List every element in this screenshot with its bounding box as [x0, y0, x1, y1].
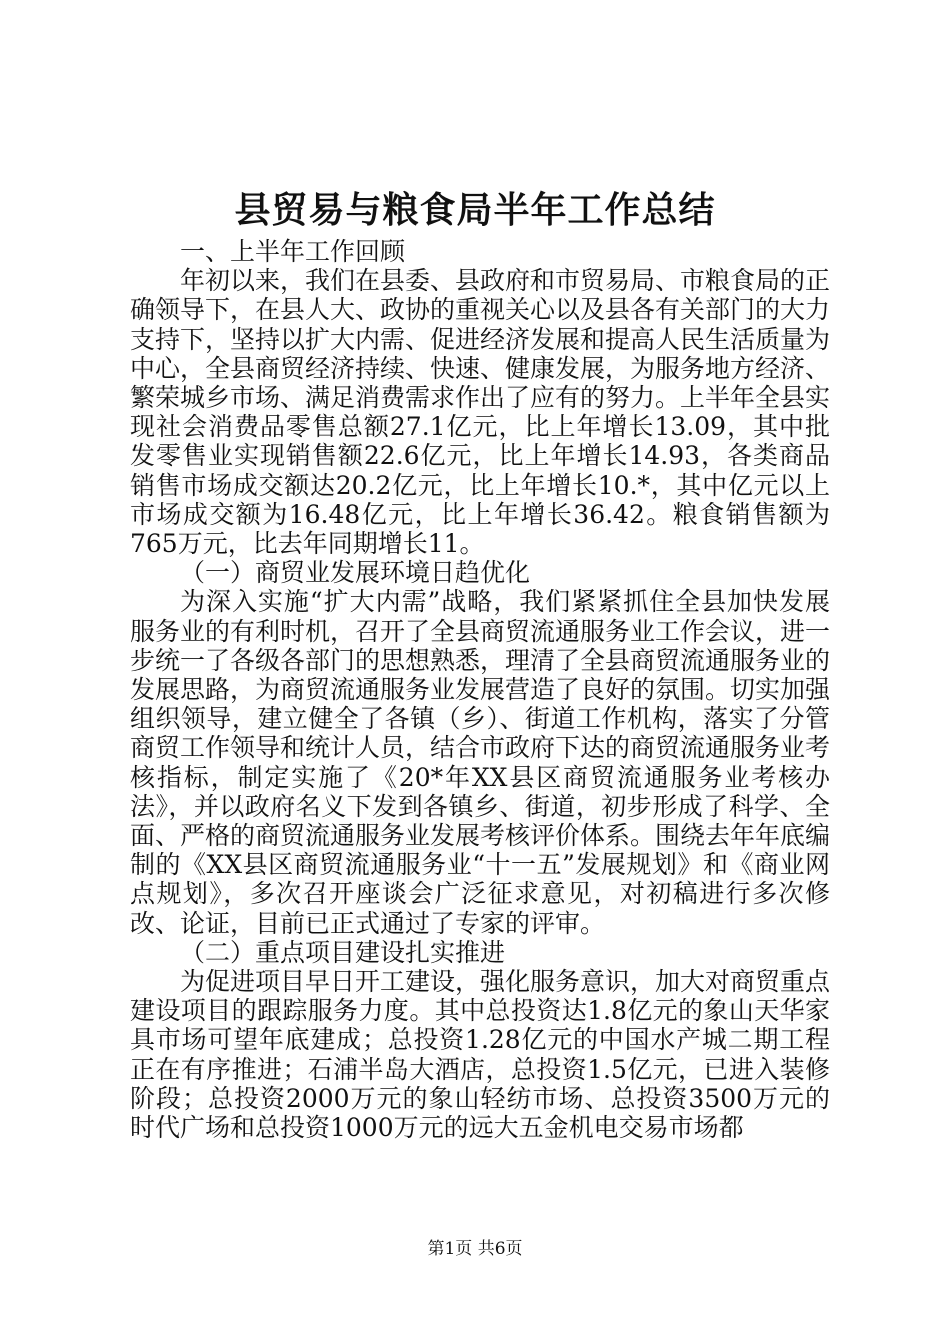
page-number: 第1页 共6页 — [427, 1239, 523, 1259]
subsection-heading: （二）重点项目建设扎实推进 — [180, 937, 506, 967]
paragraph: 年初以来，我们在县委、县政府和市贸易局、市粮食局的正确领导下，在县人大、政协的重视关心以及县各有关部门的大力支持下，坚持以扩大内需、促进经济发展和提高人民生活质量为中心，全县商贸经济持续、快速、健康发展，为服务地方经济、繁荣城乡市场、满足消费需求作出了应有的努力。上半年全县实现社会消费品零售总额27.1亿元，比上年增长13.09，其中批发零售业实现销售额22.6亿元，比上年增长14.93，各类商品销售市场成交额达20.2亿元，比上年增长10.*，其中亿元以上市场成交额为16.48亿元，比上年增长36.42。粮食销售额为765万元，比去年同期增长11。 — [130, 266, 831, 559]
section-heading: 一、上半年工作回顾 — [180, 237, 406, 266]
paragraph: 为深入实施“扩大内需”战略，我们紧紧抓住全县加快发展服务业的有利时机，召开了全县商贸流通服务业工作会议，进一步统一了各级各部门的思想熟悉，理清了全县商贸流通服务业的发展思路，为商贸流通服务业发展营造了良好的氛围。切实加强组织领导，建立健全了各镇（乡）、街道工作机构，落实了分管商贸工作领导和统计人员，结合市政府下达的商贸流通服务业考核指标，制定实施了《20*年XX县区商贸流通服务业考核办法》，并以政府名义下发到各镇乡、街道，初步形成了科学、全面、严格的商贸流通服务业发展考核评价体系。围绕去年年底编制的《XX县区商贸流通服务业“十一五”发展规划》和《商业网点规划》，多次召开座谈会广泛征求意见，对初稿进行多次修改、论证，目前已正式通过了专家的评审。 — [130, 587, 831, 938]
document-title: 县贸易与粮食局半年工作总结 — [234, 189, 716, 231]
paragraph: 为促进项目早日开工建设，强化服务意识，加大对商贸重点建设项目的跟踪服务力度。其中总投资达1.8亿元的象山天华家具市场可望年底建成；总投资1.28亿元的中国水产城二期工程正在有序推进；石浦半岛大酒店，总投资1.5亿元，已进入装修阶段；总投资2000万元的象山轻纺市场、总投资3500万元的时代广场和总投资1000万元的远大五金机电交易市场都 — [130, 967, 831, 1143]
subsection-heading: （一）商贸业发展环境日趋优化 — [180, 558, 531, 588]
document-body — [130, 237, 830, 1142]
